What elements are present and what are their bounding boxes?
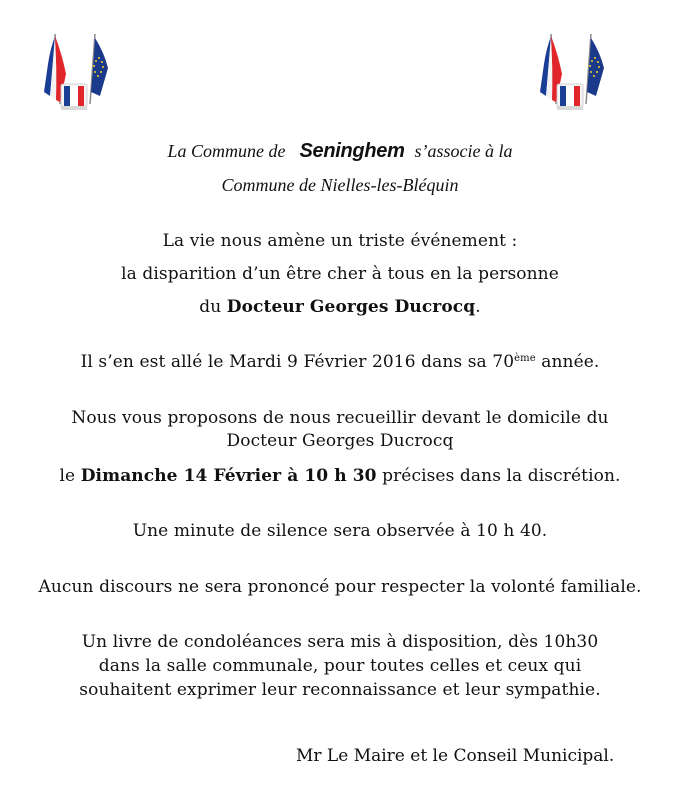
gathering-suffix: précises dans la discrétion. — [376, 466, 621, 486]
gathering-line-1: Nous vous proposons de nous recueillir devant le domicile du — [71, 408, 609, 428]
death-date-line — [0, 352, 680, 372]
gathering-line-2: Docteur Georges Ducrocq — [226, 431, 454, 451]
announcement-prefix: du — [199, 297, 227, 317]
gathering-prefix: le — [59, 466, 81, 486]
french-eu-flags-icon — [38, 30, 110, 114]
condolences-line-2: dans la salle communale, pour toutes celles et ceux qui — [98, 656, 582, 676]
silence-line: Une minute de silence sera observée à 10 h 40. — [132, 521, 548, 541]
gathering-line-3 — [0, 466, 680, 486]
death-date-text: Il s’en est allé le Mardi 9 Février 2016 dans sa 70 — [80, 352, 515, 372]
town-name: Seninghem — [299, 140, 405, 162]
condolences-line-3: souhaitent exprimer leur reconnaissance et leur sympathie. — [79, 680, 601, 700]
ordinal-suffix: ème — [514, 353, 536, 364]
french-eu-flags-icon — [534, 30, 606, 114]
header-suffix: s’associe à la — [414, 141, 513, 161]
death-date-end: année. — [535, 352, 600, 372]
header-line-2: Commune de Nielles-les-Bléquin — [221, 175, 459, 195]
header-line-1 — [0, 140, 680, 163]
announcement-line-1: La vie nous amène un triste événement : — [162, 231, 518, 251]
gathering-date: Dimanche 14 Février à 10 h 30 — [80, 466, 377, 486]
no-speech-line: Aucun discours ne sera prononcé pour respecter la volonté familiale. — [38, 577, 642, 597]
deceased-name: Docteur Georges Ducrocq — [226, 297, 476, 317]
announcement-suffix: . — [475, 297, 481, 317]
announcement-line-3 — [0, 297, 680, 317]
condolences-line-1: Un livre de condoléances sera mis à disposition, dès 10h30 — [81, 632, 599, 652]
signature: Mr Le Maire et le Conseil Municipal. — [296, 746, 615, 766]
header-prefix: La Commune de — [167, 141, 286, 161]
announcement-line-2: la disparition d’un être cher à tous en la personne — [121, 264, 559, 284]
